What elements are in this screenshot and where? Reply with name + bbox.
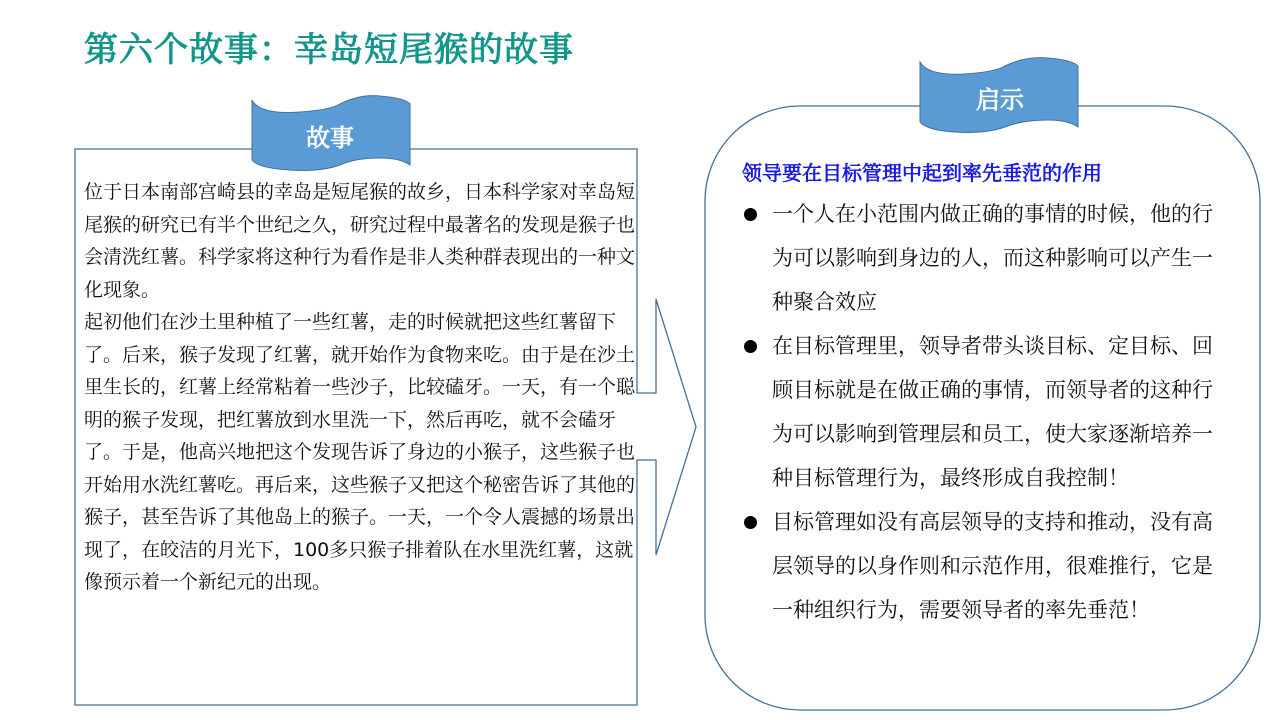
insight-bullet (742, 500, 1222, 632)
bullet-text: 一个人在小范围内做正确的事情的时候，他的行为可以影响到身边的人，而这种影响可以产生一种聚合效应 (772, 202, 1213, 314)
story-text (84, 176, 644, 599)
insight-banner-label: 启示 (976, 86, 1024, 114)
insight-heading: 领导要在目标管理中起到率先垂范的作用 (742, 161, 1102, 185)
insight-content (742, 156, 1222, 632)
bullet-text: 在目标管理里，领导者带头谈目标、定目标、回顾目标就是在做正确的事情，而领导者的这种行为可以影响到管理层和员工，使大家逐渐培养一种目标管理行为，最终形成自我控制！ (772, 334, 1213, 490)
insight-bullet (742, 324, 1222, 500)
bullet-dot-icon (744, 340, 757, 353)
slide-title: 第六个故事：幸岛短尾猴的故事 (84, 30, 574, 70)
insight-bullet (742, 192, 1222, 324)
bullet-dot-icon (744, 208, 757, 221)
story-paragraph: 位于日本南部宫崎县的幸岛是短尾猴的故乡，日本科学家对幸岛短尾猴的研究已有半个世纪之久，研究过程中最著名的发现是猴子也会清洗红薯。科学家将这种行为看作是非人类种群表现出的一种文化现象。 (84, 181, 636, 301)
story-banner-label: 故事 (306, 124, 354, 152)
bullet-dot-icon (744, 516, 757, 529)
bullet-text: 目标管理如没有高层领导的支持和推动，没有高层领导的以身作则和示范作用，很难推行，它是一种组织行为，需要领导者的率先垂范！ (772, 510, 1213, 622)
story-paragraph: 起初他们在沙土里种植了一些红薯，走的时候就把这些红薯留下了。后来，猴子发现了红薯，就开始作为食物来吃。由于是在沙土里生长的，红薯上经常粘着一些沙子，比较磕牙。一天，有一个聪明的猴子发现，把红薯放到水里洗一下，然后再吃，就不会磕牙了。于是，他高兴地把这个发现告诉了身边的小猴子，这些猴子也开始用水洗红薯吃。再后来，这些猴子又把这个秘密告诉了其他的猴子，甚至告诉了其他岛上的猴子。一天，一个令人震撼的场景出现了，在皎洁的月光下，100多只猴子排着队在水里洗红薯，这就像预示着一个新纪元的出现。 (84, 311, 636, 593)
